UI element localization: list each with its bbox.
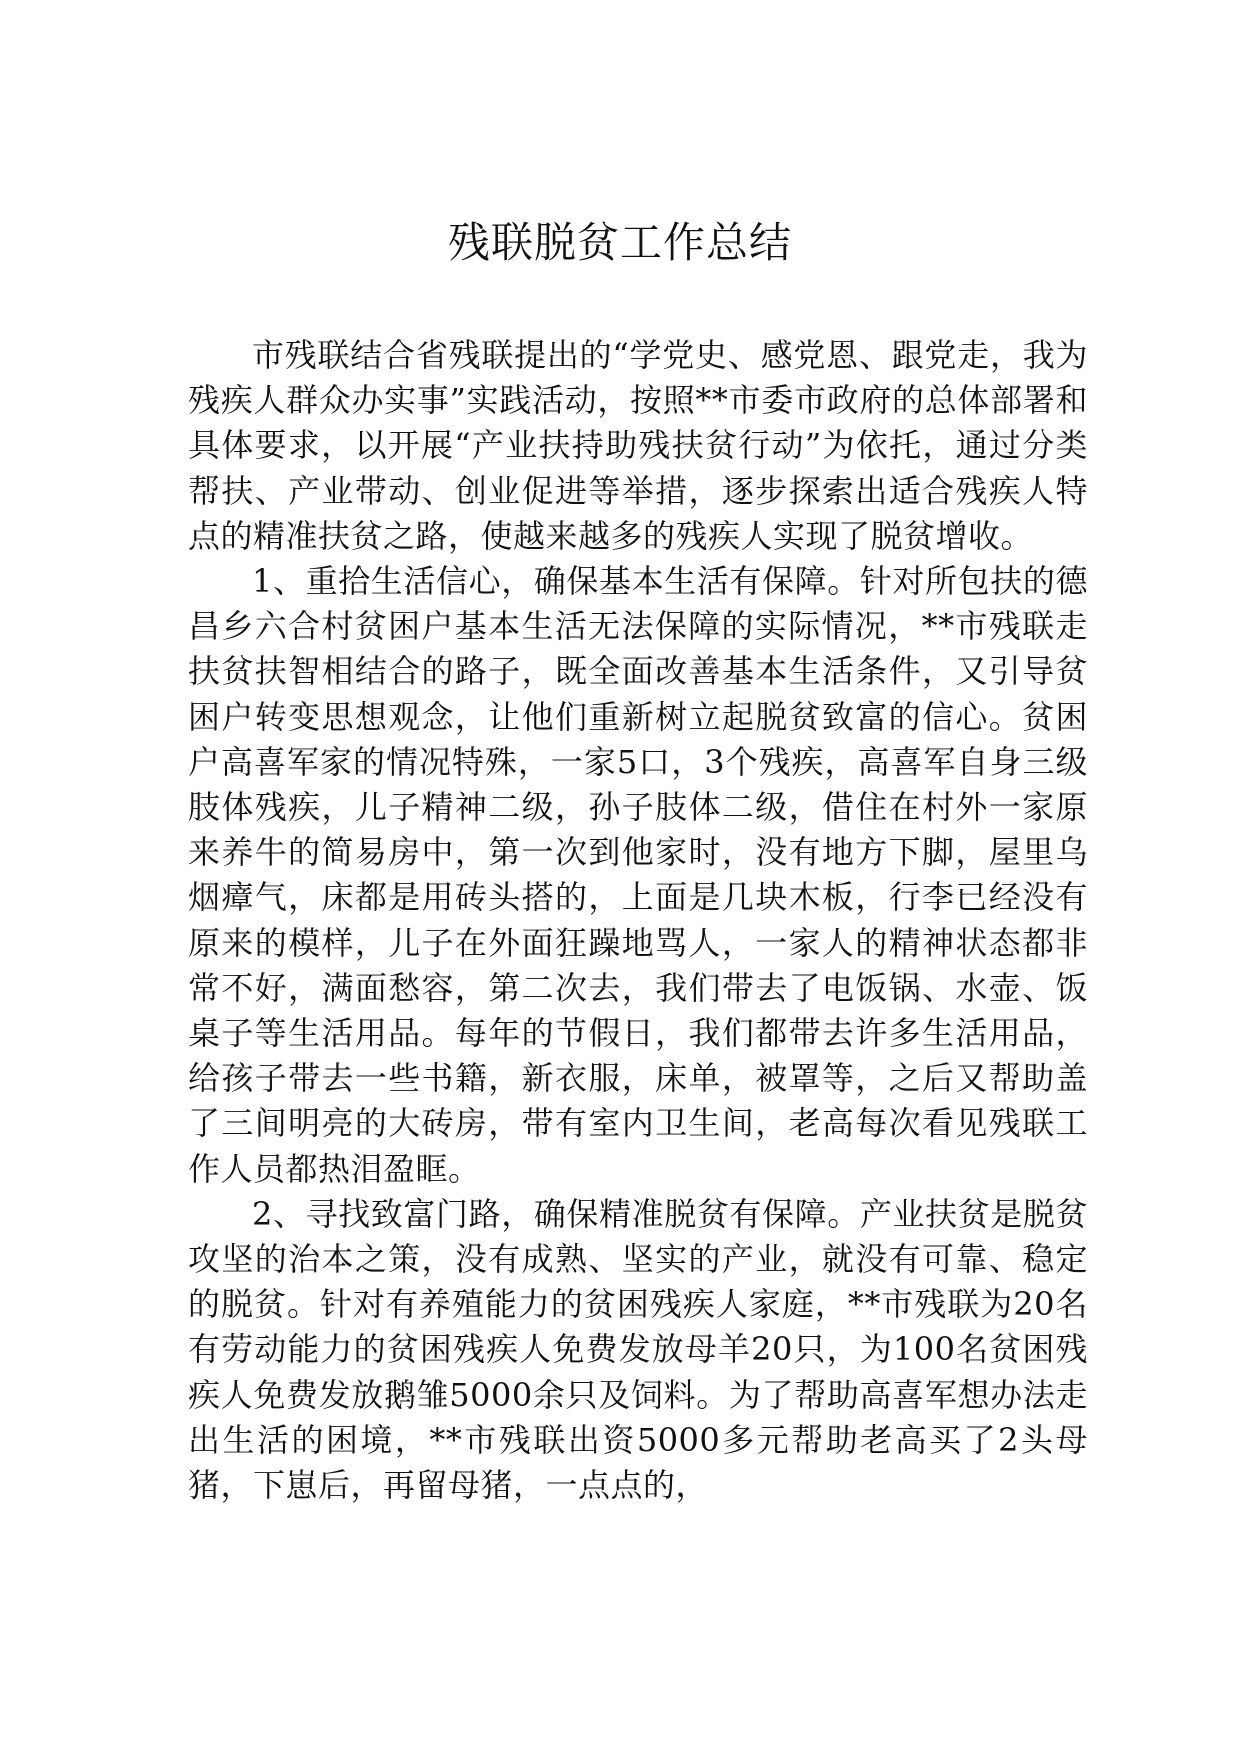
document-title: 残联脱贫工作总结: [447, 218, 792, 267]
paragraph-section-1: 1、重拾生活信心，确保基本生活有保障。针对所包扶的德昌乡六合村贫困户基本生活无法保障的实际情况，**市残联走扶贫扶智相结合的路子，既全面改善基本生活条件，又引导贫困户转变思想观念，让他们重新树立起脱贫致富的信心。贫困户高喜军家的情况特殊，一家5口，3个残疾，高喜军自身三级肢体残疾，儿子精神二级，孙子肢体二级，借住在村外一家原来养牛的简易房中，第一次到他家时，没有地方下脚，屋里乌烟瘴气，床都是用砖头搭的，上面是几块木板，行李已经没有原来的模样，儿子在外面狂躁地骂人，一家人的精神状态都非常不好，满面愁容，第二次去，我们带去了电饭锅、水壶、饭桌子等生活用品。每年的节假日，我们都带去许多生活用品，给孩子带去一些书籍，新衣服，床单，被罩等，之后又帮助盖了三间明亮的大砖房，带有室内卫生间，老高每次看见残联工作人员都热泪盈眶。: [188, 562, 1088, 1188]
document-body: [188, 333, 1088, 1508]
paragraph-section-2: 2、寻找致富门路，确保精准脱贫有保障。产业扶贫是脱贫攻坚的治本之策，没有成熟、坚实的产业，就没有可靠、稳定的脱贫。针对有养殖能力的贫困残疾人家庭，**市残联为20名有劳动能力的贫困残疾人免费发放母羊20只，为100名贫困残疾人免费发放鹅雏5000余只及饲料。为了帮助高喜军想办法走出生活的困境，**市残联出资5000多元帮助老高买了2头母猪，下崽后，再留母猪，一点点的，: [188, 1194, 1088, 1505]
paragraph-intro: 市残联结合省残联提出的“学党史、感党恩、跟党走，我为残疾人群众办实事”实践活动，按照**市委市政府的总体部署和具体要求，以开展“产业扶持助残扶贫行动”为依托，通过分类帮扶、产业带动、创业促进等举措，逐步探索出适合残疾人特点的精准扶贫之路，使越来越多的残疾人实现了脱贫增收。: [188, 336, 1088, 555]
